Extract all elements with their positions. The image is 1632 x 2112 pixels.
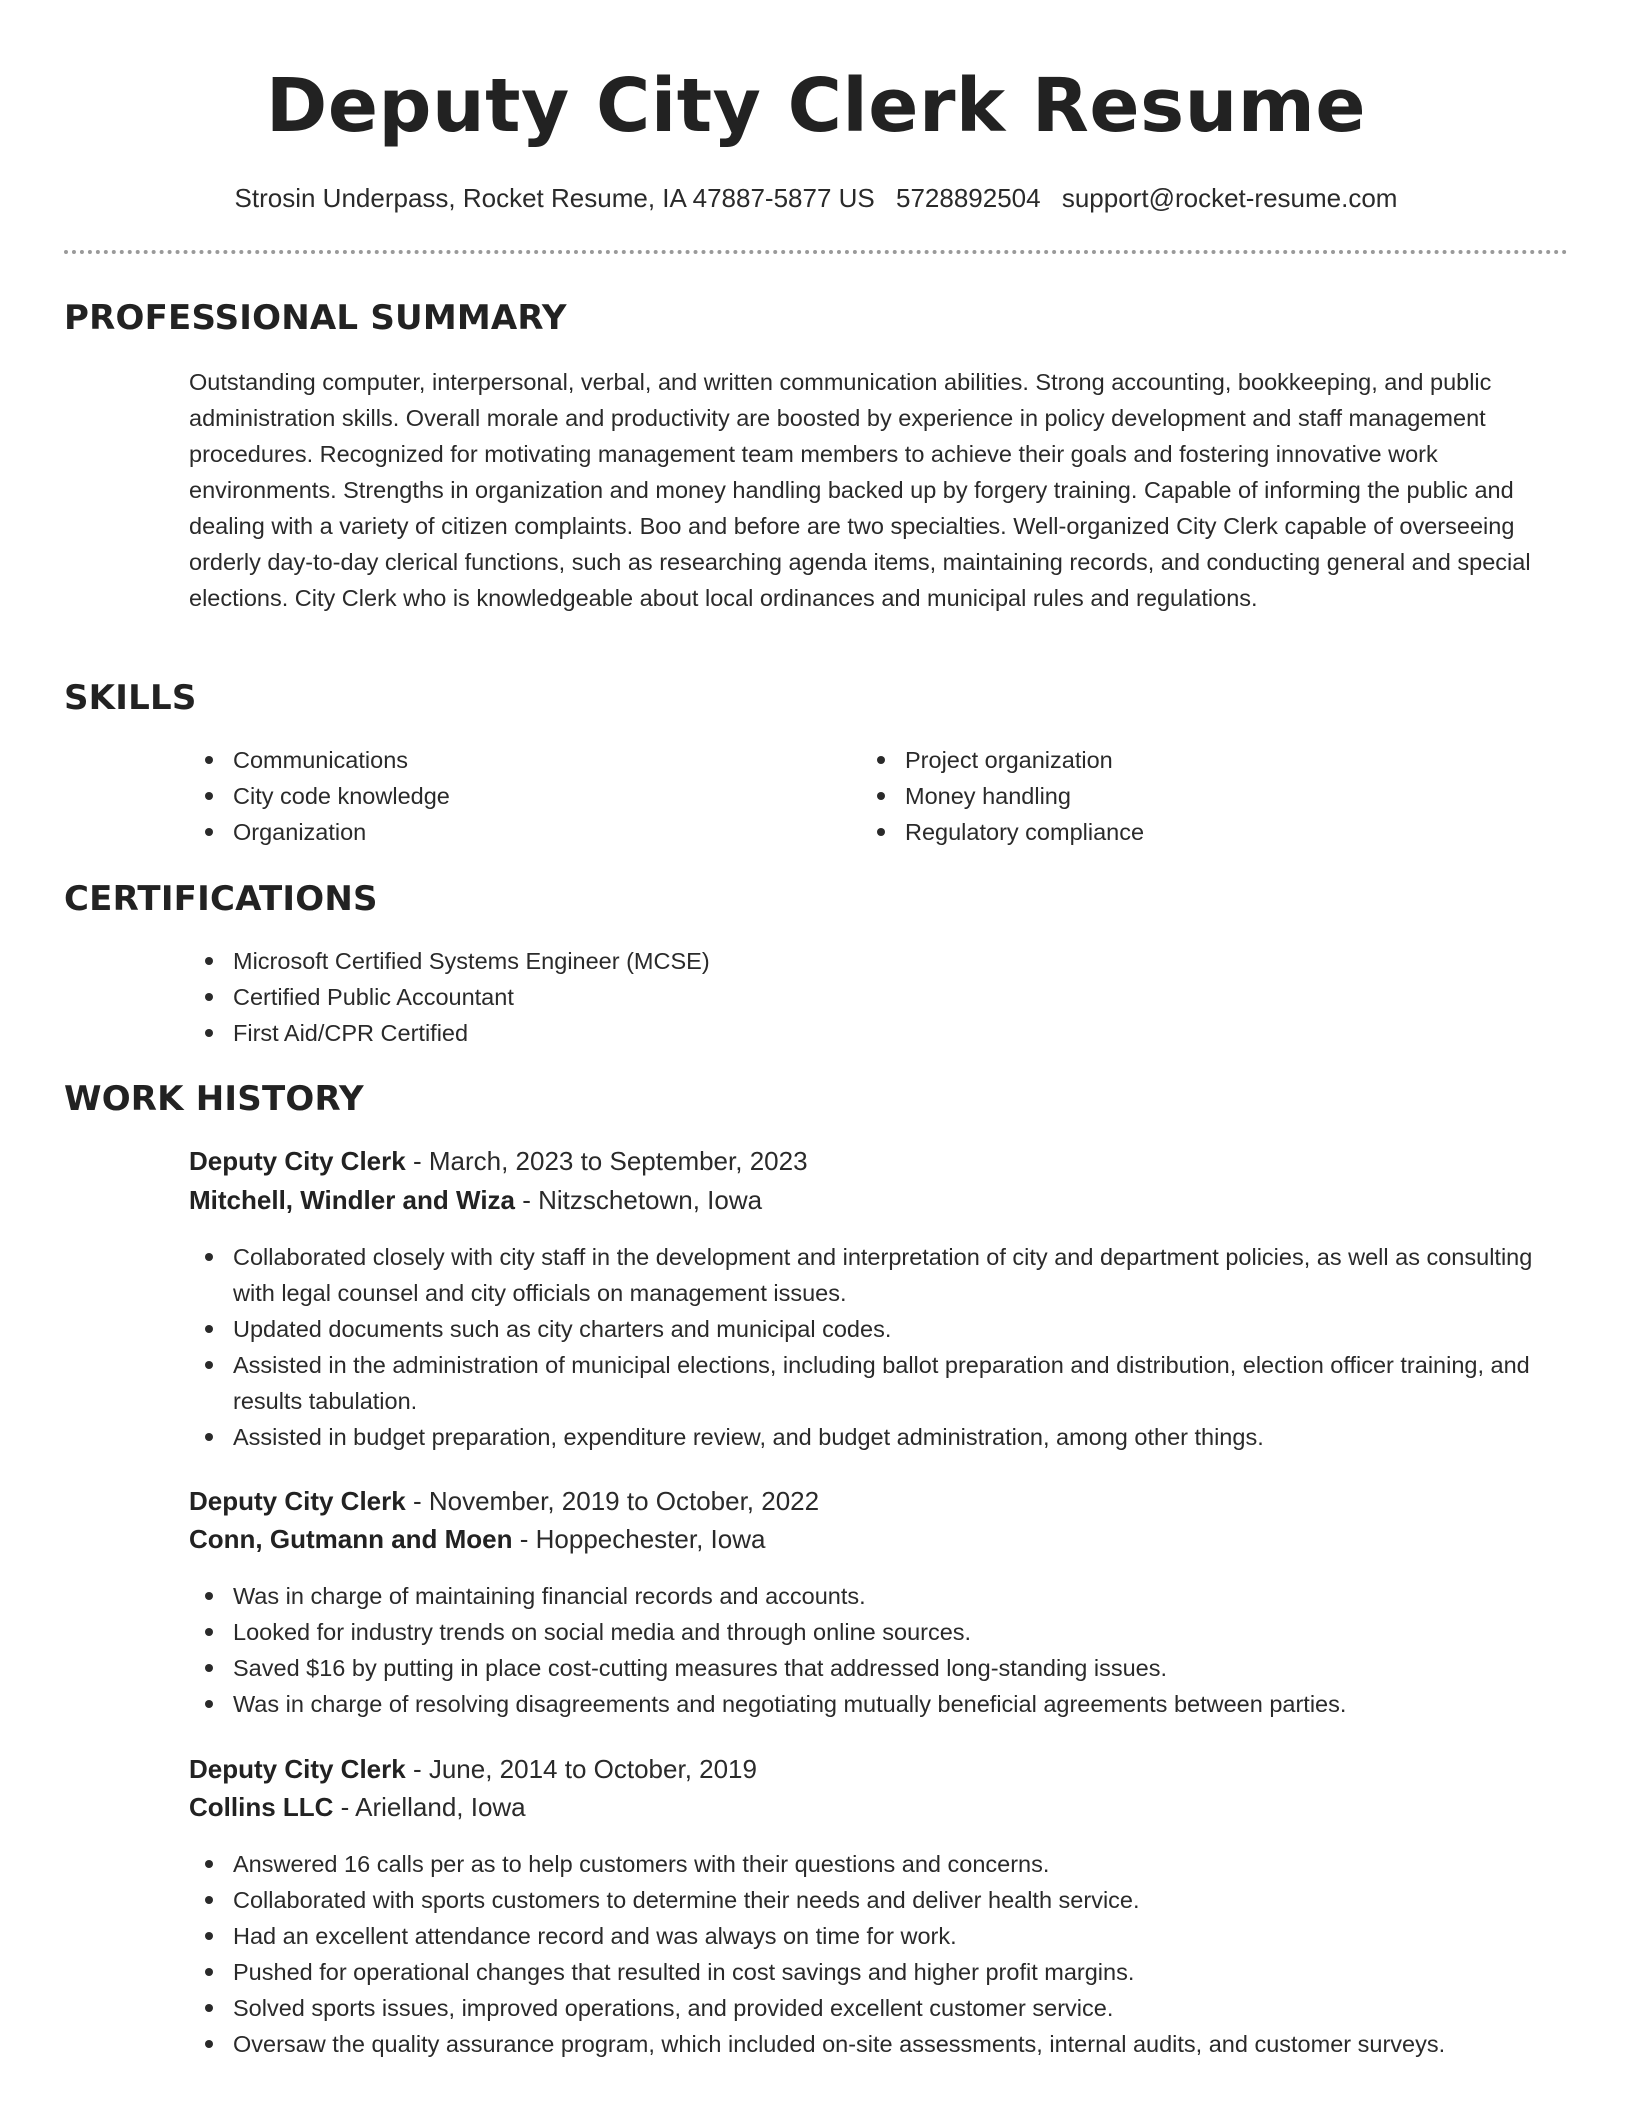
address: Strosin Underpass, Rocket Resume, IA 47887-5877 US <box>234 183 875 213</box>
skill-item: Regulatory compliance <box>861 814 1561 850</box>
resume-title: Deputy City Clerk Resume <box>265 63 1367 149</box>
skill-item: Money handling <box>861 778 1561 814</box>
email: support@rocket-resume.com <box>1061 183 1398 213</box>
job-company: Collins LLC <box>189 1792 334 1822</box>
certifications-heading: CERTIFICATIONS <box>64 879 378 919</box>
job-bullet: Collaborated with sports customers to determine their needs and deliver health service. <box>189 1882 1569 1918</box>
contact-line <box>0 178 1632 218</box>
job-title: Deputy City Clerk <box>189 1754 406 1784</box>
header-divider <box>64 250 1568 254</box>
job-bullets <box>189 1578 1569 1722</box>
skills-heading: SKILLS <box>64 678 197 718</box>
job-bullets <box>189 1239 1569 1455</box>
job-bullet: Assisted in budget preparation, expenditure review, and budget administration, among other things. <box>189 1419 1569 1455</box>
skill-item: Project organization <box>861 742 1561 778</box>
job-bullet: Solved sports issues, improved operations, and provided excellent customer service. <box>189 1990 1569 2026</box>
job-bullet: Oversaw the quality assurance program, which included on-site assessments, internal audits, and customer surveys. <box>189 2026 1569 2062</box>
job-title: Deputy City Clerk <box>189 1486 406 1516</box>
certifications-list <box>189 943 1569 1051</box>
phone: 5728892504 <box>896 183 1041 213</box>
job-dates: - November, 2019 to October, 2022 <box>405 1486 820 1516</box>
skill-item: City code knowledge <box>189 778 849 814</box>
skills-list-left <box>189 742 849 850</box>
job-company-line <box>189 1181 762 1219</box>
job-dates: - March, 2023 to September, 2023 <box>405 1146 808 1176</box>
skills-list-right <box>861 742 1561 850</box>
job-bullet: Updated documents such as city charters and municipal codes. <box>189 1311 1569 1347</box>
skill-item: Communications <box>189 742 849 778</box>
work-history-heading: WORK HISTORY <box>64 1079 364 1119</box>
job-bullet: Pushed for operational changes that resulted in cost savings and higher profit margins. <box>189 1954 1569 1990</box>
certification-item: Certified Public Accountant <box>189 979 1569 1015</box>
job-title-line <box>189 1482 819 1520</box>
skill-item: Organization <box>189 814 849 850</box>
job-dates: - June, 2014 to October, 2019 <box>405 1754 757 1784</box>
job-bullet: Answered 16 calls per as to help customers with their questions and concerns. <box>189 1846 1569 1882</box>
job-bullet: Looked for industry trends on social media and through online sources. <box>189 1614 1569 1650</box>
job-company-line <box>189 1520 765 1558</box>
job-bullet: Assisted in the administration of municipal elections, including ballot preparation and distribution, election officer training, and results tabulation. <box>189 1347 1569 1419</box>
certification-item: First Aid/CPR Certified <box>189 1015 1569 1051</box>
job-location: - Nitzschetown, Iowa <box>515 1185 763 1215</box>
job-bullets <box>189 1846 1569 2062</box>
job-location: - Hoppechester, Iowa <box>512 1524 766 1554</box>
job-bullet: Was in charge of resolving disagreements and negotiating mutually beneficial agreements between parties. <box>189 1686 1569 1722</box>
job-company: Conn, Gutmann and Moen <box>189 1524 513 1554</box>
job-bullet: Saved $16 by putting in place cost-cutting measures that addressed long-standing issues. <box>189 1650 1569 1686</box>
summary-text: Outstanding computer, interpersonal, verbal, and written communication abilities. Strong accounting, bookkeeping, and public administration skills. Overall morale and productivity are boosted by experience in policy development and staff management procedures. Recognized for motivating management team members to achieve their goals and fostering innovative work environments. Strengths in organization and money handling backed up by forgery training. Capable of informing the public and dealing with a variety of citizen complaints. Boo and before are two specialties. Well-organized City Clerk capable of overseeing orderly day-to-day clerical functions, such as researching agenda items, maintaining records, and conducting general and special elections. City Clerk who is knowledgeable about local ordinances and municipal rules and regulations. <box>189 369 1531 611</box>
job-title-line <box>189 1750 757 1788</box>
job-bullet: Collaborated closely with city staff in the development and interpretation of city and department policies, as well as consulting with legal counsel and city officials on management issues. <box>189 1239 1569 1311</box>
job-company-line <box>189 1788 526 1826</box>
summary-heading: PROFESSIONAL SUMMARY <box>64 298 567 338</box>
job-bullet: Was in charge of maintaining financial records and accounts. <box>189 1578 1569 1614</box>
certification-item: Microsoft Certified Systems Engineer (MCSE) <box>189 943 1569 979</box>
job-location: - Arielland, Iowa <box>333 1792 526 1822</box>
job-company: Mitchell, Windler and Wiza <box>189 1185 516 1215</box>
job-title-line <box>189 1142 808 1180</box>
job-bullet: Had an excellent attendance record and was always on time for work. <box>189 1918 1569 1954</box>
job-title: Deputy City Clerk <box>189 1146 406 1176</box>
